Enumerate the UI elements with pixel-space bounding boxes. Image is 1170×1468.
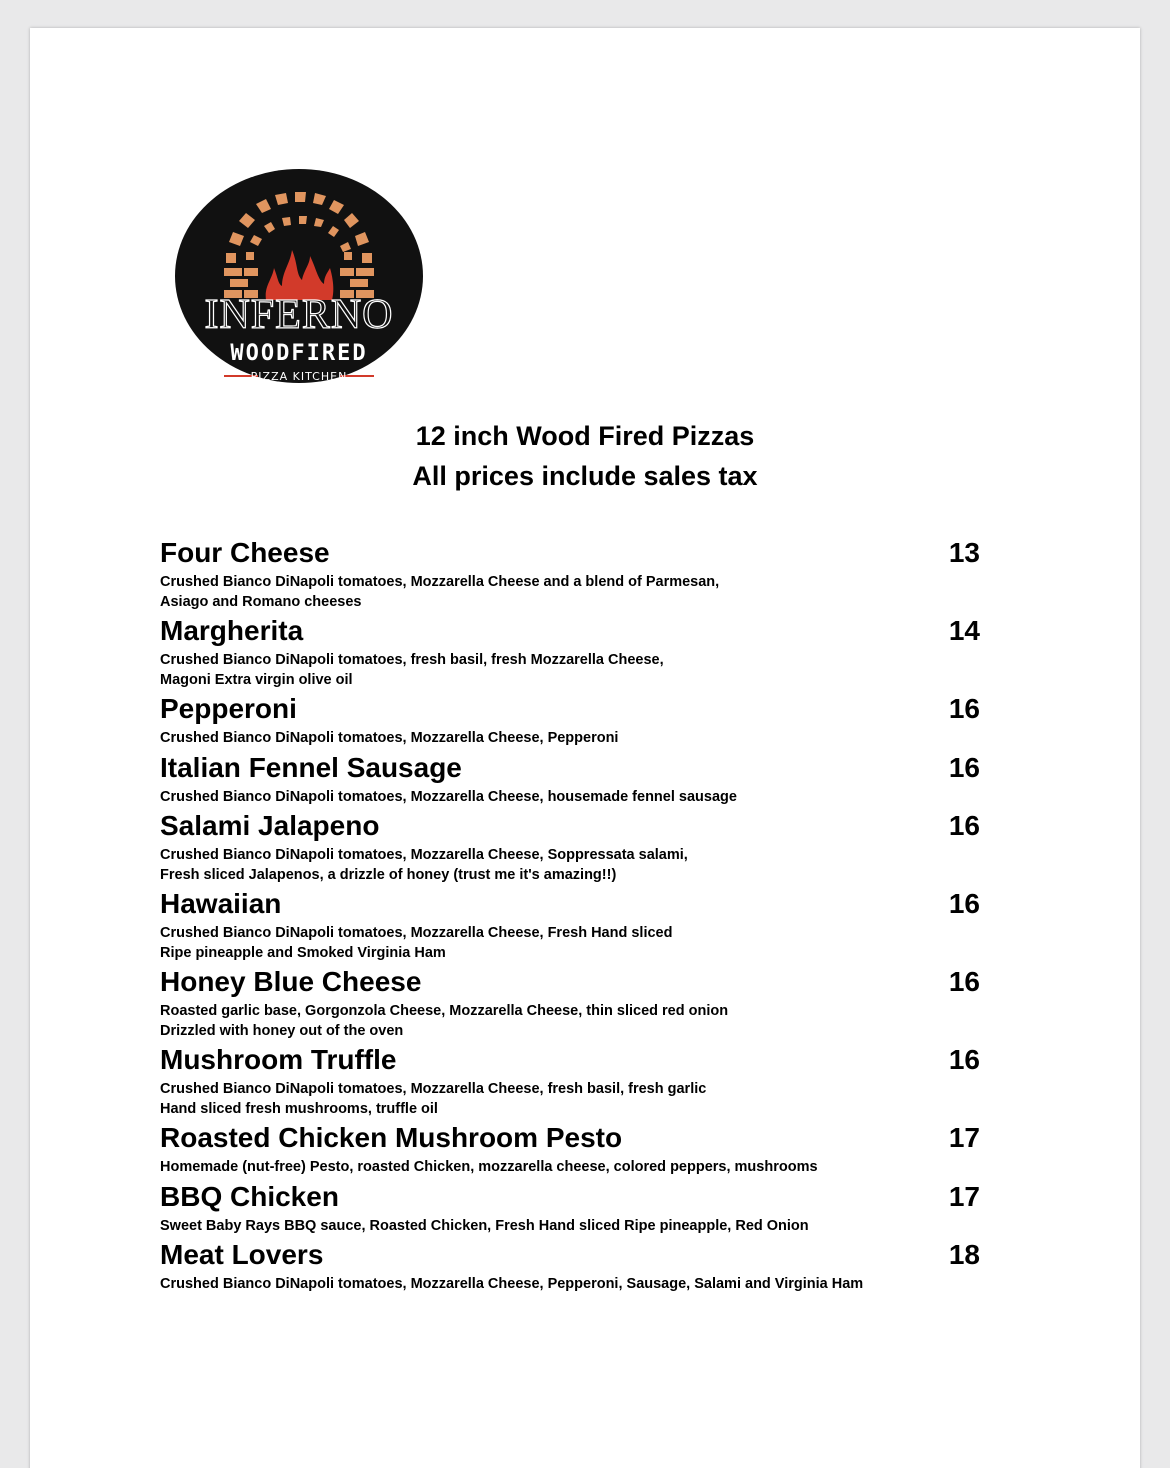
menu-item-description bbox=[160, 845, 980, 885]
menu-item bbox=[160, 963, 980, 1041]
menu-item-name: BBQ Chicken bbox=[160, 1180, 339, 1212]
menu-item-name: Hawaiian bbox=[160, 888, 282, 919]
menu-item-name: Margherita bbox=[160, 615, 304, 646]
menu-item-header bbox=[160, 963, 980, 1001]
menu-item-header bbox=[160, 612, 980, 650]
menu-item-header bbox=[160, 1236, 980, 1274]
menu-item bbox=[160, 1178, 980, 1237]
logo-pizza-kitchen-text: PIZZA KITCHEN bbox=[250, 370, 348, 383]
inferno-logo bbox=[174, 168, 424, 384]
brick-oven-logo-icon bbox=[174, 168, 424, 384]
menu-item-description bbox=[160, 787, 980, 808]
menu-item-header bbox=[160, 749, 980, 787]
menu-item-price: 16 bbox=[948, 966, 980, 997]
menu-item bbox=[160, 749, 980, 808]
menu-item-description-line: Roasted garlic base, Gorgonzola Cheese, Mozzarella Cheese, thin sliced red onion bbox=[160, 1003, 729, 1019]
menu-item-description-line: Homemade (nut-free) Pesto, roasted Chicken, mozzarella cheese, colored peppers, mushrooms bbox=[160, 1159, 818, 1175]
menu-item-description-line: Crushed Bianco DiNapoli tomatoes, Mozzarella Cheese, fresh basil, fresh garlic bbox=[160, 1081, 707, 1097]
menu-item-price: 14 bbox=[948, 615, 980, 646]
menu-item-description bbox=[160, 1274, 980, 1295]
menu-item-description-line: Fresh sliced Jalapenos, a drizzle of honey (trust me it's amazing!!) bbox=[160, 866, 617, 883]
menu-item-price: 16 bbox=[948, 810, 980, 841]
logo-woodfired-text: WOODFIRED bbox=[230, 341, 368, 366]
menu-item bbox=[160, 690, 980, 749]
heading-size-line: 12 inch Wood Fired Pizzas bbox=[415, 421, 755, 451]
menu-item-description-line: Crushed Bianco DiNapoli tomatoes, Mozzarella Cheese, Fresh Hand sliced bbox=[160, 925, 673, 941]
menu-item-description bbox=[160, 1157, 980, 1178]
menu-item-description bbox=[160, 572, 980, 612]
menu-item-price: 16 bbox=[948, 751, 980, 783]
menu-item-name: Mushroom Truffle bbox=[160, 1044, 397, 1075]
menu-item-price: 17 bbox=[948, 1122, 980, 1153]
menu-item-header bbox=[160, 534, 980, 572]
menu-item-price: 13 bbox=[948, 537, 980, 568]
menu-item-description-line: Crushed Bianco DiNapoli tomatoes, Mozzarella Cheese, Pepperoni, Sausage, Salami and Virginia Ham bbox=[160, 1276, 864, 1292]
menu-item-name: Honey Blue Cheese bbox=[160, 966, 422, 997]
menu-heading bbox=[30, 416, 1140, 496]
menu-item-header bbox=[160, 690, 980, 728]
menu-item-description bbox=[160, 650, 980, 690]
logo-brand-text: INFERNO bbox=[204, 292, 394, 338]
menu-item-description-line: Ripe pineapple and Smoked Virginia Ham bbox=[160, 944, 446, 961]
menu-item bbox=[160, 1041, 980, 1119]
menu-item-description-line: Crushed Bianco DiNapoli tomatoes, Mozzarella Cheese and a blend of Parmesan, bbox=[160, 574, 720, 590]
menu-item-header bbox=[160, 1178, 980, 1216]
menu-item-price: 16 bbox=[948, 1044, 980, 1075]
menu-item-description-line: Asiago and Romano cheeses bbox=[160, 593, 362, 610]
menu-item-name: Pepperoni bbox=[160, 693, 297, 724]
menu-item-description-line: Sweet Baby Rays BBQ sauce, Roasted Chicken, Fresh Hand sliced Ripe pineapple, Red Onion bbox=[160, 1217, 809, 1234]
menu-item-header bbox=[160, 1041, 980, 1079]
menu-item-description-line: Crushed Bianco DiNapoli tomatoes, Mozzarella Cheese, housemade fennel sausage bbox=[160, 788, 737, 805]
menu-item bbox=[160, 534, 980, 612]
menu-item-header bbox=[160, 807, 980, 845]
menu-item bbox=[160, 807, 980, 885]
menu-item-price: 17 bbox=[948, 1180, 980, 1212]
menu-item-description-line: Drizzled with honey out of the oven bbox=[160, 1022, 404, 1039]
menu-list bbox=[160, 534, 980, 1295]
menu-item-description-line: Crushed Bianco DiNapoli tomatoes, Mozzarella Cheese, Soppressata salami, bbox=[160, 847, 688, 863]
menu-item-description-line: Hand sliced fresh mushrooms, truffle oil bbox=[160, 1100, 438, 1117]
menu-item-name: Roasted Chicken Mushroom Pesto bbox=[160, 1122, 623, 1153]
menu-item-description bbox=[160, 1001, 980, 1041]
menu-item-description bbox=[160, 1216, 980, 1237]
menu-item bbox=[160, 885, 980, 963]
menu-item-description-line: Magoni Extra virgin olive oil bbox=[160, 671, 353, 688]
menu-item-price: 18 bbox=[948, 1239, 980, 1270]
menu-item-description bbox=[160, 1079, 980, 1119]
menu-item-price: 16 bbox=[948, 888, 980, 919]
menu-item-price: 16 bbox=[948, 693, 980, 724]
menu-item-description bbox=[160, 923, 980, 963]
menu-item-header bbox=[160, 885, 980, 923]
menu-item-description bbox=[160, 728, 980, 749]
menu-item-name: Four Cheese bbox=[160, 537, 330, 568]
menu-item-name: Italian Fennel Sausage bbox=[160, 751, 462, 783]
menu-item-header bbox=[160, 1119, 980, 1157]
menu-item-description-line: Crushed Bianco DiNapoli tomatoes, Mozzarella Cheese, Pepperoni bbox=[160, 730, 619, 746]
heading-tax-line: All prices include sales tax bbox=[412, 461, 758, 491]
menu-item-name: Meat Lovers bbox=[160, 1239, 324, 1270]
menu-item bbox=[160, 1119, 980, 1178]
menu-item bbox=[160, 612, 980, 690]
menu-item bbox=[160, 1236, 980, 1295]
menu-item-description-line: Crushed Bianco DiNapoli tomatoes, fresh basil, fresh Mozzarella Cheese, bbox=[160, 652, 664, 668]
menu-page bbox=[30, 28, 1140, 1468]
menu-item-name: Salami Jalapeno bbox=[160, 810, 380, 841]
